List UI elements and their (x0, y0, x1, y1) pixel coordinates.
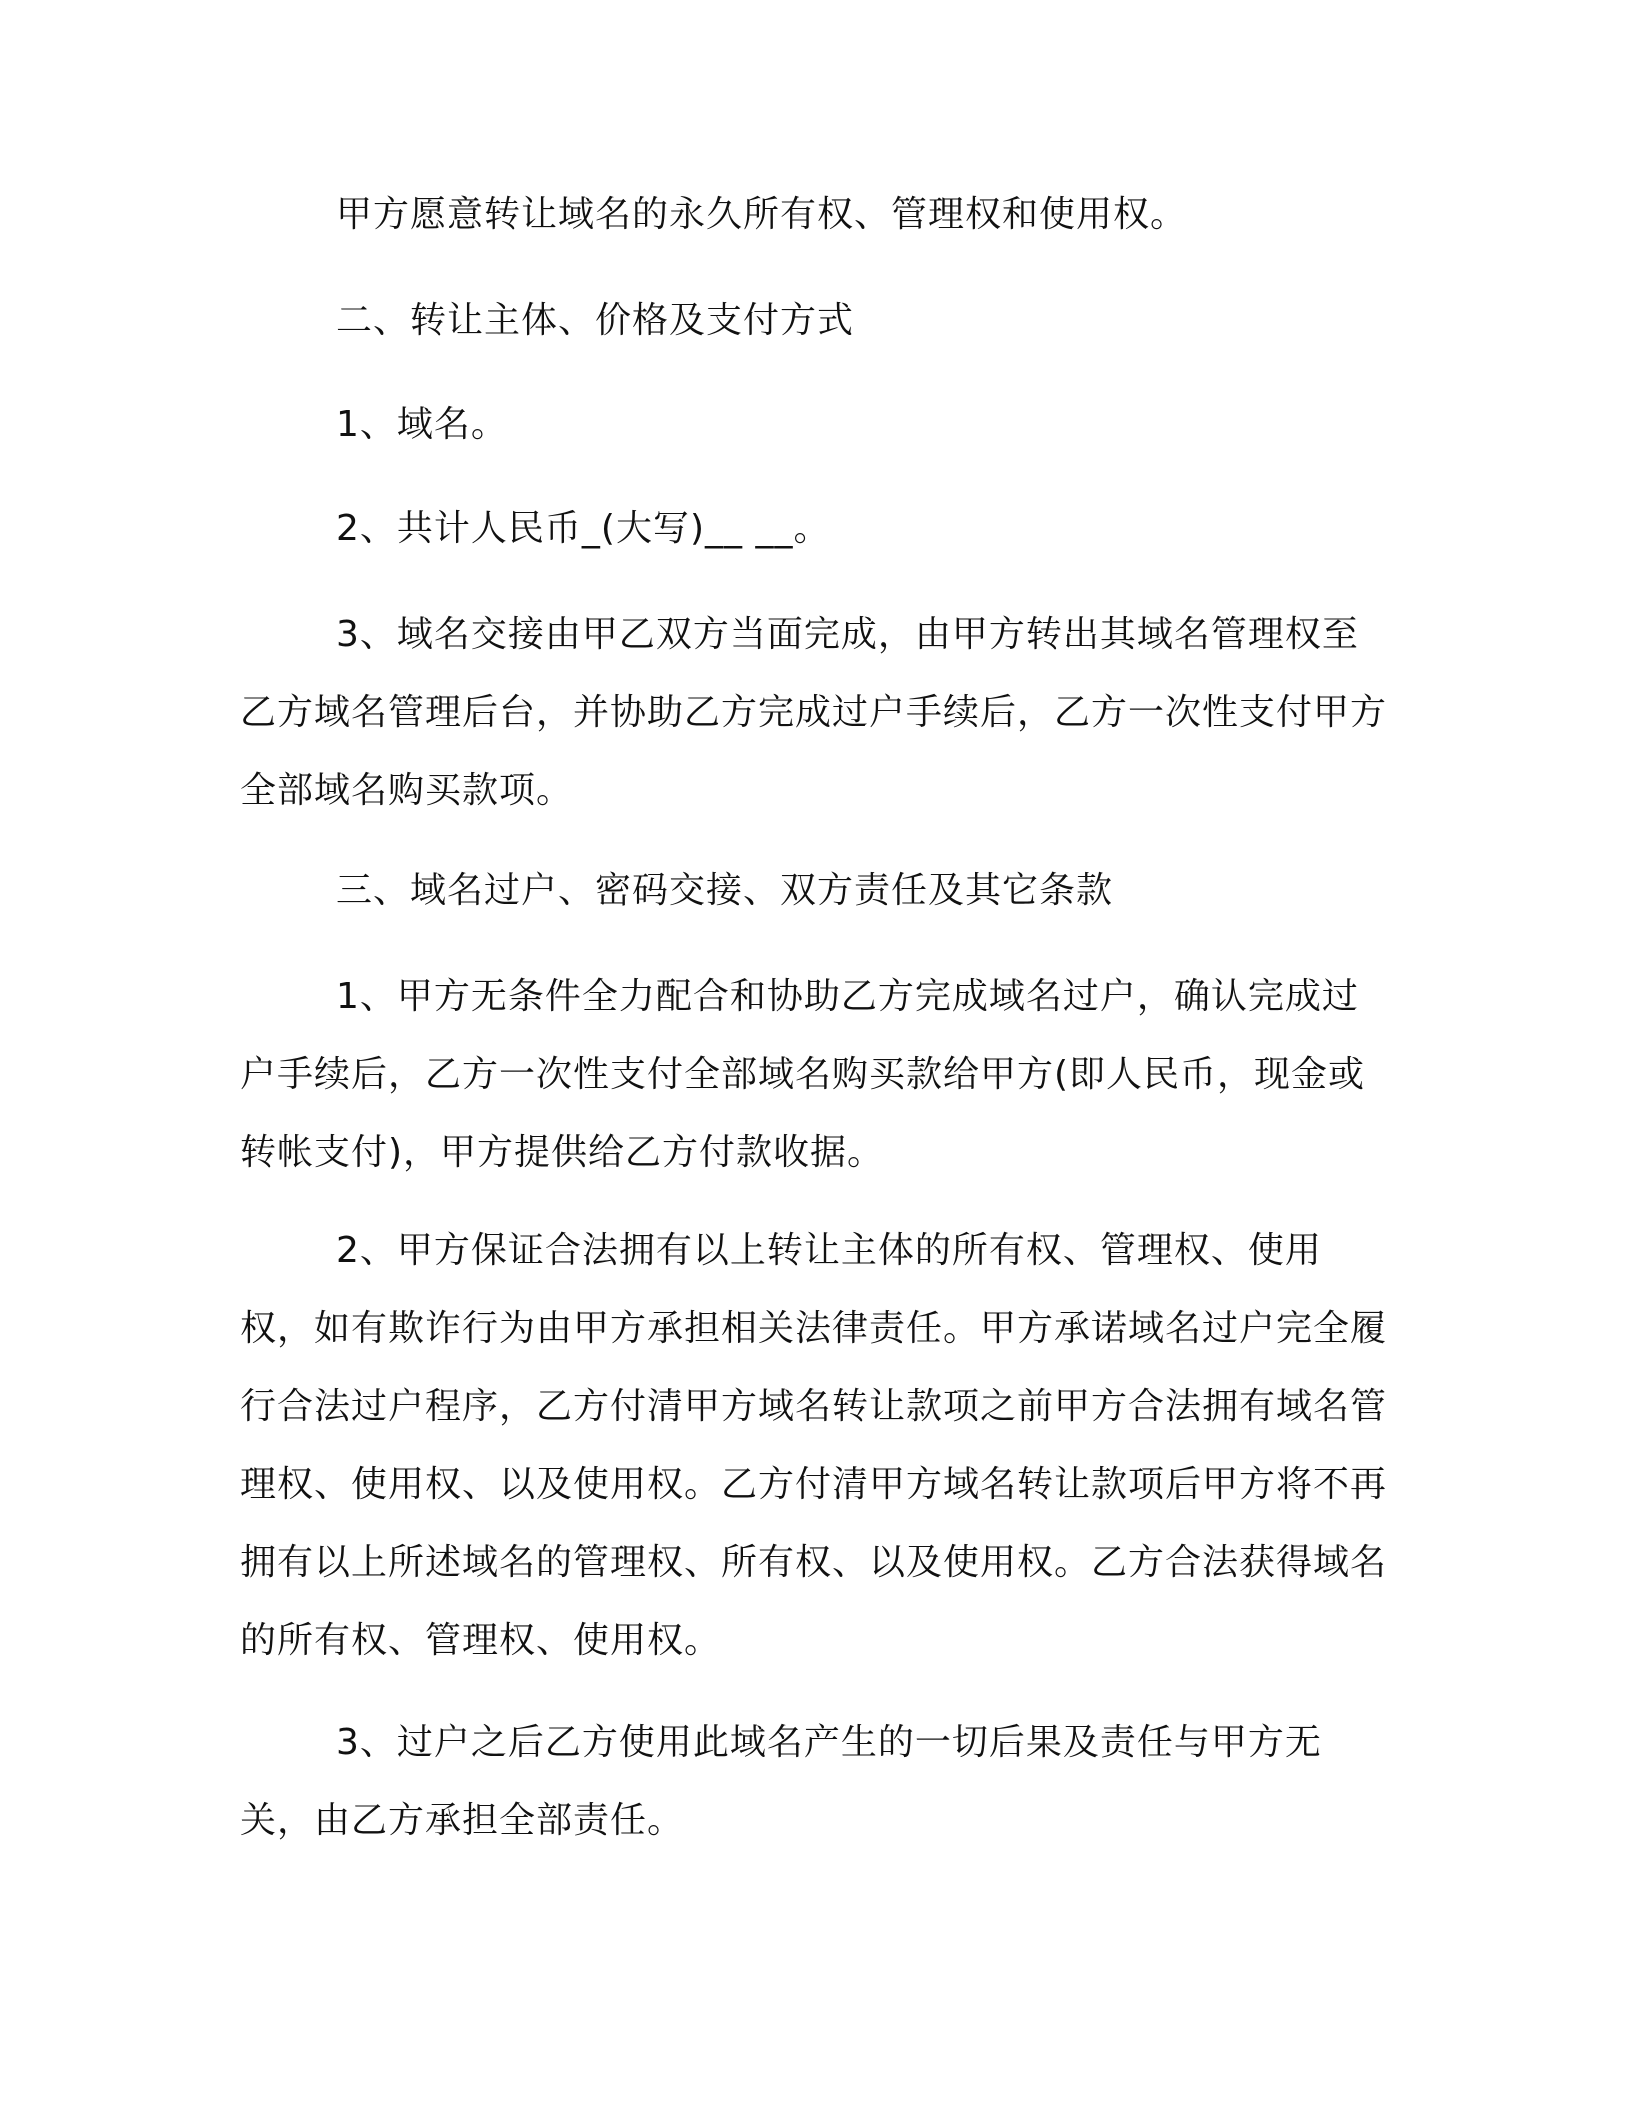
section-heading-3: 三、域名过户、密码交接、双方责任及其它条款 (336, 870, 1114, 911)
paragraph-transfer-intent: 甲方愿意转让域名的永久所有权、管理权和使用权。 (336, 194, 1188, 235)
clause-3-1: 1、甲方无条件全力配合和协助乙方完成域名过户，确认完成过户手续后，乙方一次性支付全部域名购买款给甲方(即人民币，现金或转帐支付)，甲方提供给乙方付款收据。 (240, 976, 1366, 1173)
clause-2-1: 1、域名。 (336, 404, 508, 445)
clause-2-3: 3、域名交接由甲乙双方当面完成，由甲方转出其域名管理权至乙方域名管理后台，并协助乙方完成过户手续后，乙方一次性支付甲方全部域名购买款项。 (240, 614, 1388, 811)
clause-3-2: 2、甲方保证合法拥有以上转让主体的所有权、管理权、使用权，如有欺诈行为由甲方承担相关法律责任。甲方承诺域名过户完全履行合法过户程序，乙方付清甲方域名转让款项之前甲方合法拥有域名管理权、使用权、以及使用权。乙方付清甲方域名转让款项后甲方将不再拥有以上所述域名的管理权、所有权、以及使用权。乙方合法获得域名的所有权、管理权、使用权。 (240, 1230, 1388, 1661)
clause-2-2: 2、共计人民币_(大写)__ __。 (336, 508, 831, 549)
clause-3-3: 3、过户之后乙方使用此域名产生的一切后果及责任与甲方无关，由乙方承担全部责任。 (240, 1722, 1322, 1841)
section-heading-2: 二、转让主体、价格及支付方式 (336, 300, 855, 341)
